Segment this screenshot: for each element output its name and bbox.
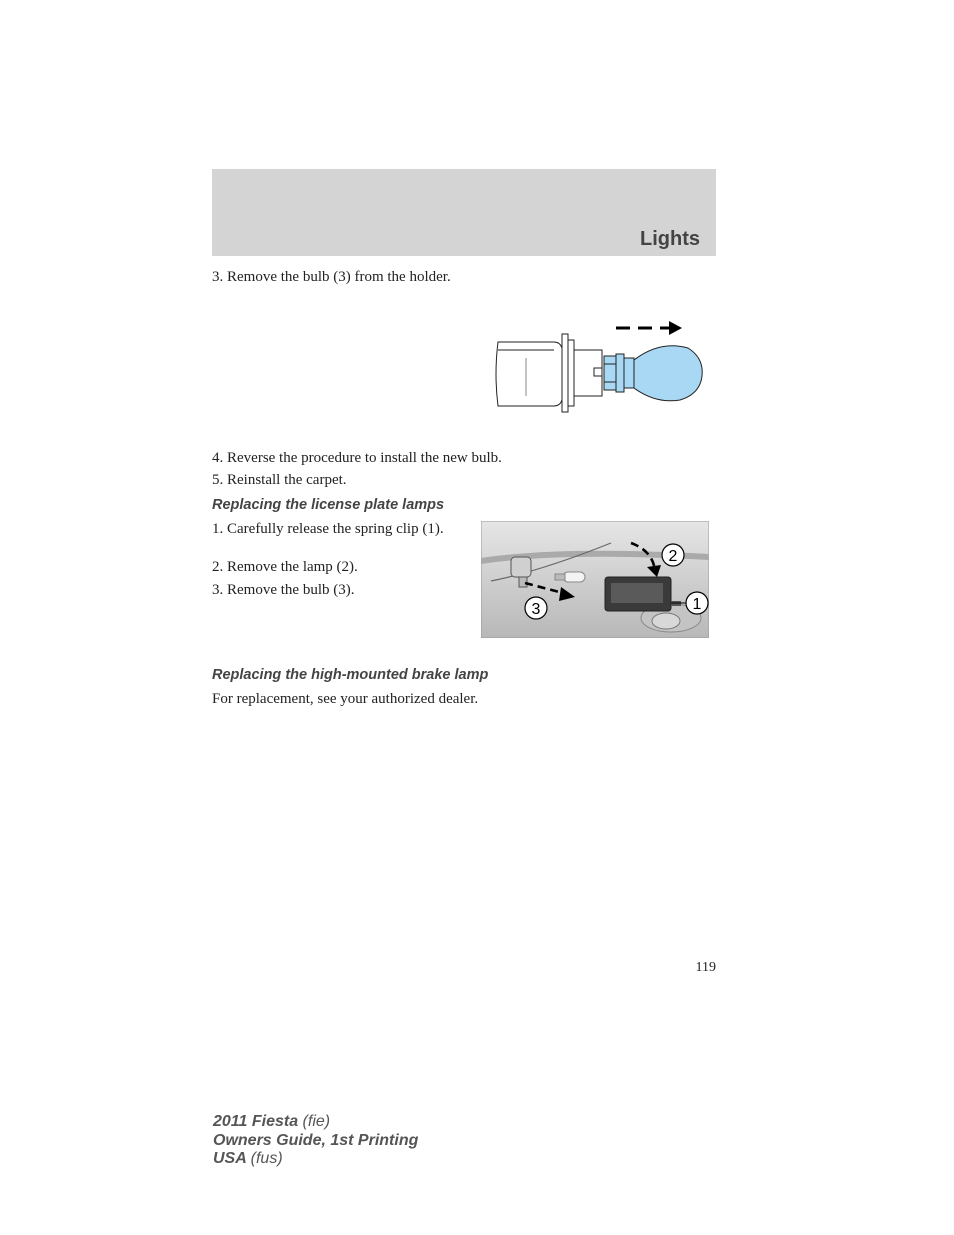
- brake-lamp-text: For replacement, see your authorized dealer.: [212, 691, 479, 707]
- callout-1: [686, 592, 708, 614]
- page-number: 119: [695, 960, 716, 975]
- callout-2: [662, 544, 684, 566]
- license-lamp-photo: [481, 521, 709, 638]
- footer-line-2: Owners Guide, 1st Printing: [213, 1131, 419, 1149]
- footer-line-1: [213, 1113, 418, 1132]
- small-bulb: [555, 572, 585, 582]
- footer-line-3: [213, 1150, 418, 1169]
- footer-model-code: (fie): [302, 1113, 331, 1130]
- bulb: [604, 346, 702, 401]
- bulb-removal-illustration: [490, 318, 716, 414]
- callout-3: [525, 597, 547, 619]
- footer-market: USA: [213, 1150, 247, 1167]
- license-step-2: 2. Remove the lamp (2).: [212, 559, 358, 575]
- footer-model: 2011 Fiesta: [213, 1113, 299, 1130]
- license-step-1: 1. Carefully release the spring clip (1).: [212, 521, 444, 537]
- bulb-holder: [496, 334, 602, 412]
- svg-text:3: 3: [531, 601, 541, 618]
- svg-text:2: 2: [668, 548, 678, 565]
- footer-edition: [213, 1113, 418, 1169]
- license-step-3: 3. Remove the bulb (3).: [212, 582, 355, 598]
- step-reverse: 4. Reverse the procedure to install the new bulb.: [212, 450, 502, 466]
- section-header-band: [212, 169, 716, 256]
- lamp-housing: [605, 577, 671, 611]
- bulb-step-3: 3. Remove the bulb (3) from the holder.: [212, 269, 451, 285]
- pull-out-arrow: [616, 321, 682, 335]
- step-reinstall: 5. Reinstall the carpet.: [212, 472, 347, 488]
- section-title: Lights: [640, 228, 700, 250]
- svg-text:1: 1: [692, 596, 702, 613]
- footer-market-code: (fus): [250, 1150, 283, 1167]
- brake-lamp-heading: Replacing the high-mounted brake lamp: [212, 667, 489, 683]
- license-lamp-heading: Replacing the license plate lamps: [212, 497, 445, 513]
